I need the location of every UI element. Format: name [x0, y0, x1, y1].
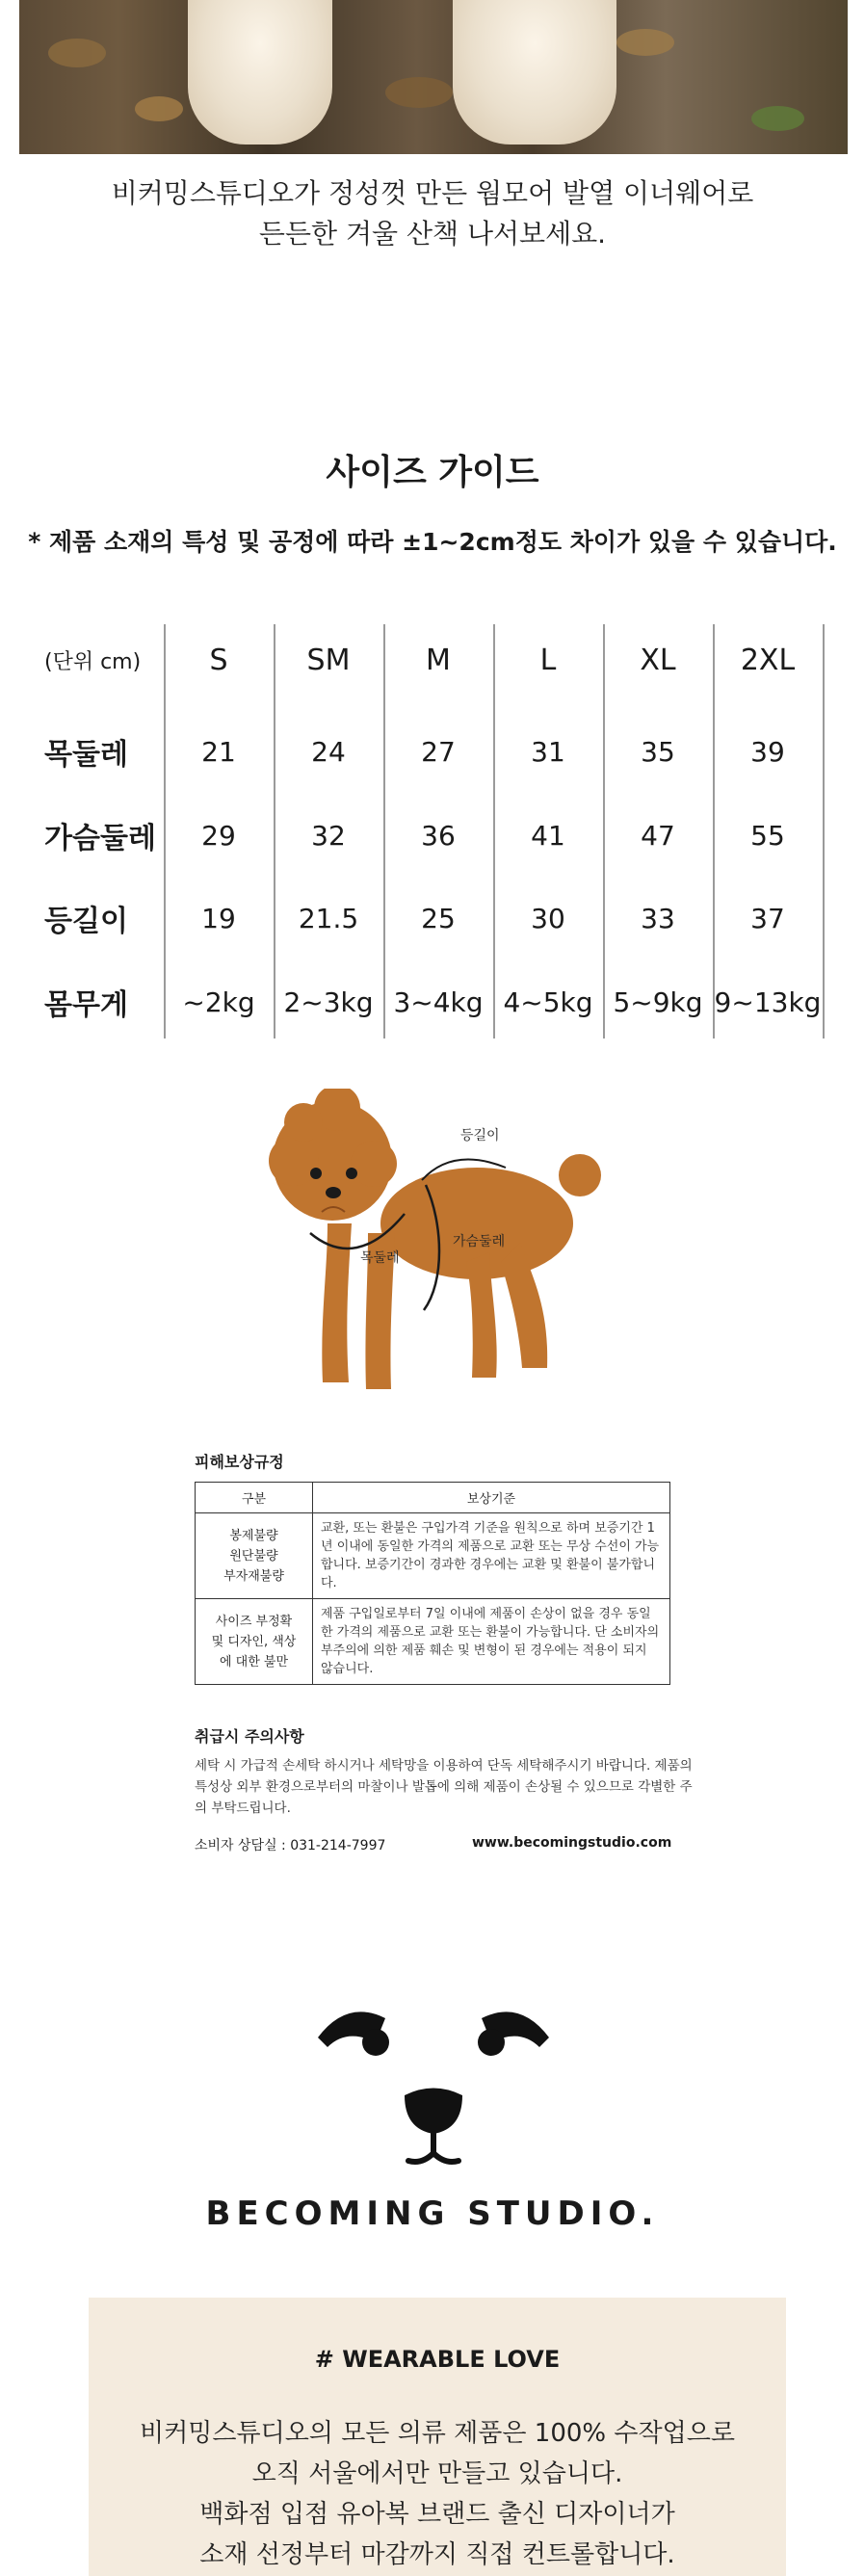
leaf-decoration: [751, 106, 804, 131]
row-label-neck: 목둘레: [44, 738, 128, 772]
product-photo: [19, 0, 848, 154]
table-cell: 4~5kg: [503, 986, 593, 1018]
table-cell: 36: [421, 819, 456, 852]
table-cell: [196, 1599, 313, 1685]
table-row: [196, 1599, 670, 1685]
table-cell: 31: [531, 735, 565, 768]
table-row: [39, 713, 828, 790]
dog-leg-fur: [453, 0, 616, 145]
table-cell: [196, 1513, 313, 1599]
dog-leg-fur: [188, 0, 332, 145]
size-header-2xl: 2XL: [740, 643, 796, 677]
table-cell: 39: [750, 735, 785, 768]
dog-measurement-diagram: [260, 1089, 626, 1406]
leaf-decoration: [135, 96, 183, 121]
table-cell: 47: [641, 819, 675, 852]
table-cell: 30: [531, 902, 565, 934]
wearable-love-title: # WEARABLE LOVE: [314, 2346, 561, 2373]
table-cell: 24: [311, 735, 346, 768]
category-text: 에 대한 불만: [219, 1654, 289, 1669]
table-row: [196, 1483, 670, 1513]
size-guide-note: * 제품 소재의 특성 및 공정에 따라 ±1~2cm정도 차이가 있을 수 있습니다.: [28, 528, 837, 556]
table-cell: ~2kg: [182, 986, 255, 1018]
table-cell: 제품 구입일로부터 7일 이내에 제품이 손상이 없을 경우 동일한 가격의 제품으로 교환 또는 환불이 가능합니다. 단 소비자의 부주의에 의한 제품 훼손 및 변형이 된 경우에는 적용이 되지 않습니다.: [313, 1599, 670, 1685]
table-header: 보상기준: [313, 1483, 670, 1513]
compensation-title: 피해보상규정: [195, 1453, 284, 1471]
table-cell: 25: [421, 902, 456, 934]
table-cell: 3~4kg: [393, 986, 484, 1018]
intro-line-1: 비커밍스튜디오가 정성껏 만든 웜모어 발열 이너웨어로: [111, 177, 754, 209]
wearable-love-text: [89, 2413, 786, 2575]
wearable-line: 비커밍스튜디오의 모든 의류 제품은 100% 수작업으로: [140, 2419, 735, 2448]
table-cell: 33: [641, 902, 675, 934]
neck-girth-label: 목둘레: [360, 1250, 400, 1266]
leaf-decoration: [616, 29, 674, 56]
size-header-xl: XL: [640, 643, 676, 677]
table-row: [39, 880, 828, 957]
size-header-s: S: [209, 643, 228, 677]
wearable-line: 백화점 입점 유아복 브랜드 출신 디자이너가: [199, 2500, 675, 2529]
table-cell: 19: [201, 902, 236, 934]
category-text: 봉제불량: [229, 1528, 278, 1543]
category-text: 원단불량: [229, 1548, 278, 1564]
table-cell: 5~9kg: [613, 986, 703, 1018]
compensation-table: [195, 1482, 670, 1685]
size-header-row: [39, 621, 828, 698]
wearable-love-section: [89, 2298, 786, 2576]
table-header: 구분: [196, 1483, 313, 1513]
brand-logo-icon: [308, 1999, 559, 2172]
leaf-decoration: [385, 77, 453, 108]
table-cell: 29: [201, 819, 236, 852]
leaf-decoration: [48, 39, 106, 67]
table-cell: 21.5: [298, 902, 359, 934]
row-label-weight: 몸무게: [44, 988, 128, 1022]
category-text: 부자재불량: [223, 1568, 284, 1584]
website-link[interactable]: www.becomingstudio.com: [472, 1835, 672, 1851]
contact-phone: 소비자 상담실 : 031-214-7997: [195, 1838, 386, 1853]
row-label-chest: 가슴둘레: [44, 822, 156, 855]
table-cell: 27: [421, 735, 456, 768]
category-text: 및 디자인, 색상: [211, 1634, 297, 1649]
care-title: 취급시 주의사항: [195, 1727, 304, 1746]
table-cell: 교환, 또는 환불은 구입가격 기준을 원칙으로 하며 보증기간 1년 이내에 동일한 가격의 제품으로 교환 또는 무상 수선이 가능합니다. 보증기간이 경과한 경우에는 교환 및 환불이 불가합니다.: [313, 1513, 670, 1599]
intro-text: [0, 173, 865, 254]
size-guide-title: 사이즈 가이드: [326, 453, 539, 492]
table-cell: 55: [750, 819, 785, 852]
table-row: [39, 963, 828, 1040]
dog-illustration: [260, 1089, 626, 1406]
wearable-line: 오직 서울에서만 만들고 있습니다.: [251, 2459, 623, 2488]
intro-line-2: 든든한 겨울 산책 나서보세요.: [258, 218, 607, 250]
table-row: [196, 1513, 670, 1599]
table-cell: 9~13kg: [714, 986, 822, 1018]
unit-label: (단위 cm): [44, 649, 142, 674]
table-cell: 21: [201, 735, 236, 768]
table-cell: 41: [531, 819, 565, 852]
care-text: 세탁 시 가급적 손세탁 하시거나 세탁망을 이용하여 단독 세탁해주시기 바랍니다. 제품의 특성상 외부 환경으로부터의 마찰이나 발톱에 의해 제품이 손상될 수 있으므로 각별한 주의 부탁드립니다.: [195, 1758, 693, 1816]
wearable-line: 소재 선정부터 마감까지 직접 컨트롤합니다.: [199, 2540, 675, 2569]
row-label-back: 등길이: [44, 905, 128, 938]
chest-girth-label: 가슴둘레: [453, 1234, 506, 1249]
table-cell: 37: [750, 902, 785, 934]
size-header-m: M: [426, 643, 451, 677]
table-cell: 32: [311, 819, 346, 852]
table-row: [39, 797, 828, 874]
category-text: 사이즈 부정확: [215, 1614, 293, 1629]
table-cell: 2~3kg: [283, 986, 374, 1018]
brand-name: BECOMING STUDIO.: [205, 2195, 660, 2233]
table-cell: 35: [641, 735, 675, 768]
size-header-sm: SM: [306, 643, 351, 677]
size-header-l: L: [539, 643, 557, 677]
back-length-label: 등길이: [460, 1128, 500, 1143]
